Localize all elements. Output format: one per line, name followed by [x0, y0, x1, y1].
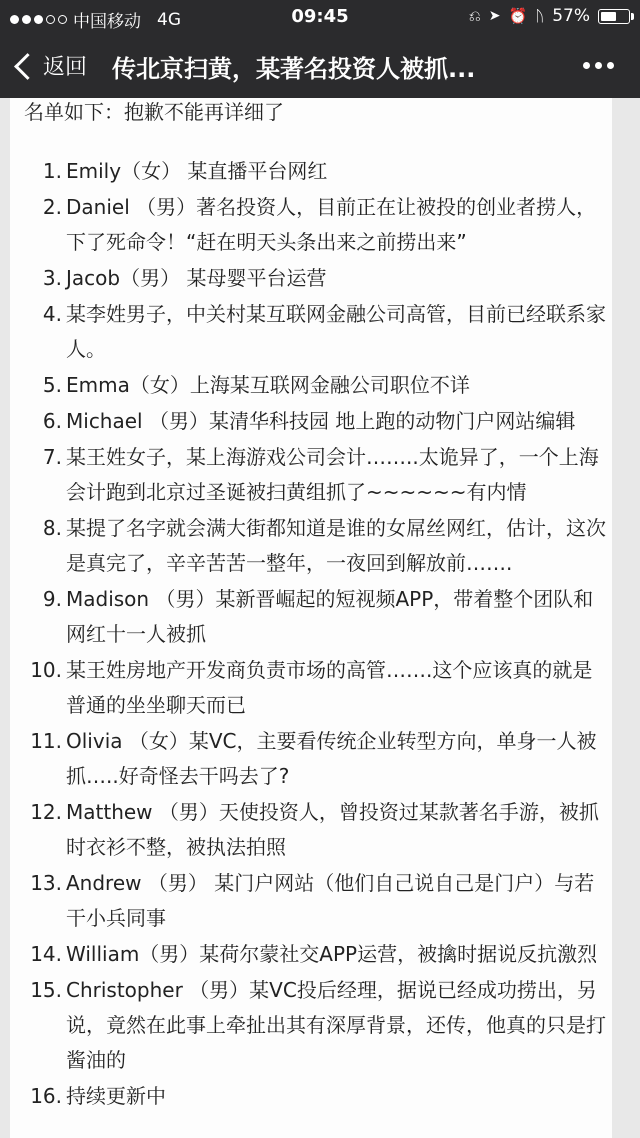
- list-item-text: 某王姓女子，某上海游戏公司会计……..太诡异了，一个上海会计跑到北京过圣诞被扫黄组抓了~~~~~~有内情: [66, 445, 599, 504]
- list-item-number: 10.: [30, 658, 62, 682]
- battery-percent: 57%: [552, 6, 590, 26]
- list-item-text: 某提了名字就会满大街都知道是谁的女屌丝网红，估计，这次是真完了，辛辛苦苦一整年，一夜回到解放前…….: [66, 516, 606, 575]
- list-item-text: Matthew （男）天使投资人，曾投资过某款著名手游，被抓时衣衫不整，被执法拍照: [66, 800, 599, 859]
- list-item: [10, 190, 612, 260]
- list-item: [10, 582, 612, 652]
- name-list: [10, 154, 612, 1115]
- list-item-number: 11.: [30, 729, 62, 753]
- lock-rotation-icon: ⎌: [468, 7, 481, 25]
- list-item-text: William（男）某荷尔蒙社交APP运营，被擒时据说反抗激烈: [66, 942, 598, 966]
- list-item-text: 某李姓男子，中关村某互联网金融公司高管，目前已经联系家人。: [66, 302, 606, 361]
- list-item: [10, 154, 612, 189]
- list-item-number: 6.: [42, 409, 62, 433]
- article-intro: 名单如下：抱歉不能再详细了: [24, 100, 284, 124]
- list-item-number: 14.: [30, 942, 62, 966]
- network-type: 4G: [157, 9, 181, 30]
- list-item-number: 4.: [42, 302, 62, 326]
- more-options-button[interactable]: [583, 62, 614, 69]
- list-item: [10, 653, 612, 723]
- list-item: [10, 261, 612, 296]
- list-item: [10, 440, 612, 510]
- chevron-left-icon: [14, 53, 41, 80]
- list-item-text: Andrew （男） 某门户网站（他们自己说自己是门户）与若干小兵同事: [66, 871, 595, 930]
- page-title: 传北京扫黄，某著名投资人被抓...: [112, 55, 476, 83]
- list-item: [10, 724, 612, 794]
- list-item-text: Christopher （男）某VC投后经理，据说已经成功捞出，另说，竟然在此事上牵扯出其有深厚背景，还传，他真的只是打酱油的: [66, 978, 606, 1072]
- location-icon: ➤: [488, 8, 501, 24]
- back-label: 返回: [43, 55, 88, 80]
- alarm-icon: ⏰: [508, 7, 528, 25]
- back-button[interactable]: [18, 50, 87, 81]
- list-item-text: Olivia （女）某VC，主要看传统企业转型方向，单身一人被抓…..好奇怪去干吗去了?: [66, 729, 597, 788]
- list-item-text: Jacob（男） 某母婴平台运营: [66, 266, 327, 290]
- carrier-name: 中国移动: [73, 12, 141, 32]
- list-item-number: 9.: [42, 587, 62, 611]
- list-item-number: 16.: [30, 1084, 62, 1108]
- list-item: [10, 973, 612, 1078]
- list-item-number: 15.: [30, 978, 62, 1002]
- nav-bar: [0, 34, 640, 98]
- list-item-number: 3.: [42, 266, 62, 290]
- status-bar: [0, 0, 640, 34]
- article-content[interactable]: [0, 98, 640, 1138]
- list-item-number: 1.: [42, 159, 62, 183]
- list-item-number: 13.: [30, 871, 62, 895]
- article-image: [10, 98, 612, 1138]
- list-item: [10, 297, 612, 367]
- list-item-number: 12.: [30, 800, 62, 824]
- list-item: [10, 368, 612, 403]
- list-item: [10, 795, 612, 865]
- list-item: [10, 511, 612, 581]
- list-item-text: 持续更新中: [66, 1084, 166, 1108]
- list-item-text: 某王姓房地产开发商负责市场的高管…….这个应该真的就是普通的坐坐聊天而已: [66, 658, 593, 717]
- list-item-text: Emily（女） 某直播平台网红: [66, 159, 328, 183]
- list-item-text: Madison （男）某新晋崛起的短视频APP，带着整个团队和网红十一人被抓: [66, 587, 594, 646]
- list-item-text: Daniel （男）著名投资人，目前正在让被投的创业者捞人，下了死命令！“赶在明天头条出来之前捞出来”: [66, 195, 597, 254]
- list-item: [10, 404, 612, 439]
- list-item: [10, 1079, 612, 1114]
- list-item: [10, 937, 612, 972]
- battery-icon: [598, 9, 630, 24]
- list-item: [10, 866, 612, 936]
- bluetooth-icon: ᚢ: [535, 7, 545, 25]
- clock: 09:45: [291, 6, 349, 27]
- list-item-number: 7.: [42, 445, 62, 469]
- list-item-text: Emma（女）上海某互联网金融公司职位不详: [66, 373, 470, 397]
- list-item-text: Michael （男）某清华科技园 地上跑的动物门户网站编辑: [66, 409, 576, 433]
- more-icon: [583, 62, 590, 69]
- list-item-number: 5.: [42, 373, 62, 397]
- list-item-number: 8.: [42, 516, 62, 540]
- list-item-number: 2.: [42, 195, 62, 219]
